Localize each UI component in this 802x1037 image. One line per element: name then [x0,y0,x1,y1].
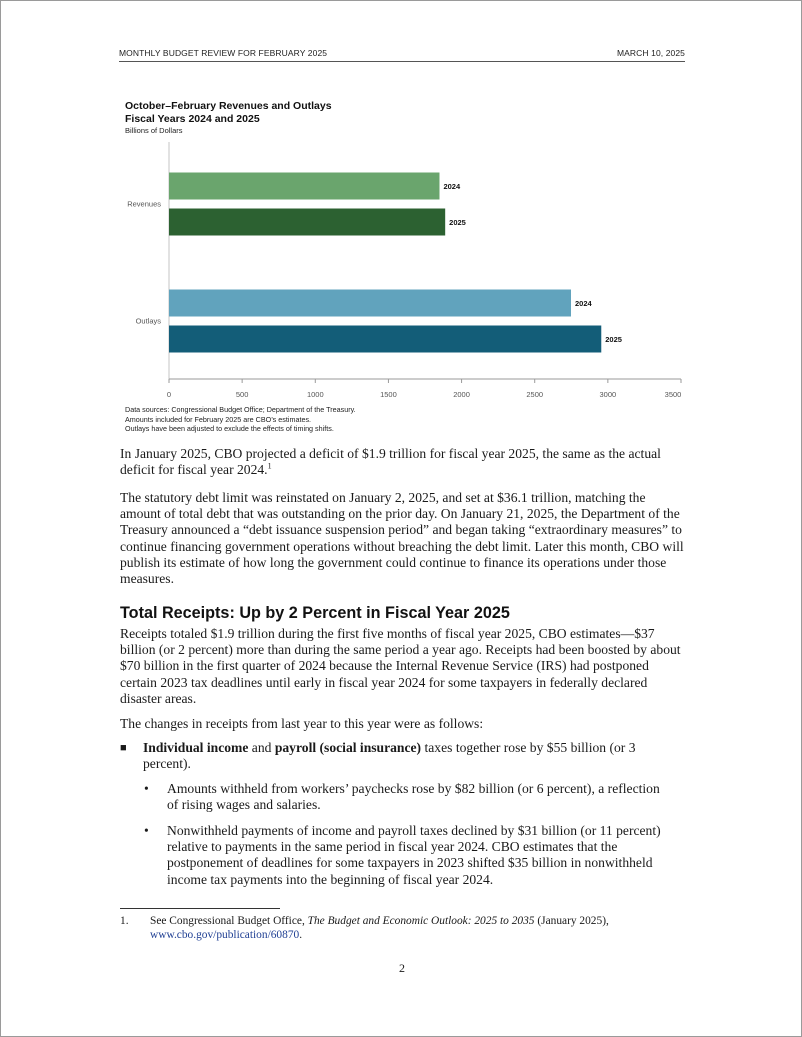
paragraph-text: In January 2025, CBO projected a deficit of $1.9 trillion for fiscal year 2025, the same as the actual deficit for fiscal year 2024. [120,446,661,478]
list-item-text [143,740,673,772]
paragraph-receipts: Receipts totaled $1.9 trillion during the first five months of fiscal year 2025, CBO estimates—$37 billion (or 2 percent) more than during the same period a year ago. Receipts had been boosted by about $70 billion in the first quarter of 2024 because the Internal Revenue Service (IRS) had postponed certain 2023 tax deadlines until early in fiscal year 2024 for some taxpayers in federally declared disaster areas. [120,626,681,706]
bold-term: Individual income [143,740,249,755]
x-tick-label: 0 [166,390,172,399]
header-date: MARCH 10, 2025 [616,48,685,58]
footnote-link[interactable]: www.cbo.gov/publication/60870 [150,929,300,942]
x-tick-label: 3500 [664,390,682,399]
x-tick-label: 500 [235,390,249,399]
header-title: MONTHLY BUDGET REVIEW FOR FEBRUARY 2025 [119,48,328,58]
round-bullet-icon: • [144,823,149,838]
footnote-ref[interactable]: 1 [267,461,272,471]
chart-notes [125,405,356,434]
footnote-number: 1. [120,915,129,927]
round-bullet-icon: • [144,781,149,796]
chart-note: Data sources: Congressional Budget Office; Department of the Treasury. [125,405,356,414]
footnote-post: (January 2025), [534,915,609,927]
chart-units: Billions of Dollars [125,126,183,135]
chart-note: Outlays have been adjusted to exclude the effects of timing shifts. [125,424,334,434]
category-label: Outlays [135,316,161,326]
x-tick-label: 3000 [599,390,617,399]
category-label: Revenues [127,199,161,209]
bold-term: payroll (social insurance) [274,740,422,755]
paragraph-debt-limit: The statutory debt limit was reinstated on January 2, 2025, and set at $36.1 trillion, matching the amount of total debt that was outstanding on the prior day. On January 21, 2025, the Department of the Treasury announced a “debt issuance suspension period” and began taking “extraordinary measures” to continue financing government operations without breaching the debt limit. Later this month, CBO will publish its estimate of how long the government could continue to finance its operations under those measures. [120,490,684,587]
bar-data-label: 2025 [449,218,466,227]
section-heading: Total Receipts: Up by 2 Percent in Fiscal Year 2025 [120,604,510,622]
sub-list-item-text: Amounts withheld from workers’ paychecks rose by $82 billion (or 6 percent), a reflection of rising wages and salaries. [167,781,660,813]
footnote-title: The Budget and Economic Outlook: 2025 to 2035 [307,915,535,927]
page-number: 2 [399,961,405,975]
x-tick-label: 2500 [526,390,544,399]
bar-data-label: 2024 [574,299,592,308]
chart-subtitle: Fiscal Years 2024 and 2025 [125,112,260,125]
bar [169,326,601,353]
bar [169,290,571,317]
bar-data-label: 2025 [605,335,622,344]
x-tick-label: 1000 [306,390,324,399]
footnote-prefix: See Congressional Budget Office, [150,915,308,927]
sub-list-item-text: Nonwithheld payments of income and payroll taxes declined by $31 billion (or 11 percent) relative to payments in the same period in fiscal year 2024. CBO estimates that the postponement of deadlines for some taxpayers in 2023 shifted $35 billion in nonwithheld income tax payments into the beginning of fiscal year 2024. [167,823,661,887]
x-tick-label: 1500 [380,390,397,399]
footnote-end: . [299,929,303,942]
bar-chart [1,1,802,411]
bar [169,209,445,236]
paragraph-changes: The changes in receipts from last year to this year were as follows: [120,716,484,731]
list-item-connector: and [248,740,275,755]
list-item-rest: taxes together rose by $55 billion (or 3 percent). [143,740,636,772]
bar-data-label: 2024 [443,182,461,191]
footnote-text [150,914,684,942]
bar [169,173,439,200]
paragraph-deficit [120,446,684,478]
square-bullet-icon: ■ [120,742,127,754]
footnote-divider [120,908,280,909]
chart-note: Amounts included for February 2025 are CBO’s estimates. [125,414,312,424]
chart-title: October–February Revenues and Outlays [125,100,332,112]
x-tick-label: 2000 [453,390,470,399]
